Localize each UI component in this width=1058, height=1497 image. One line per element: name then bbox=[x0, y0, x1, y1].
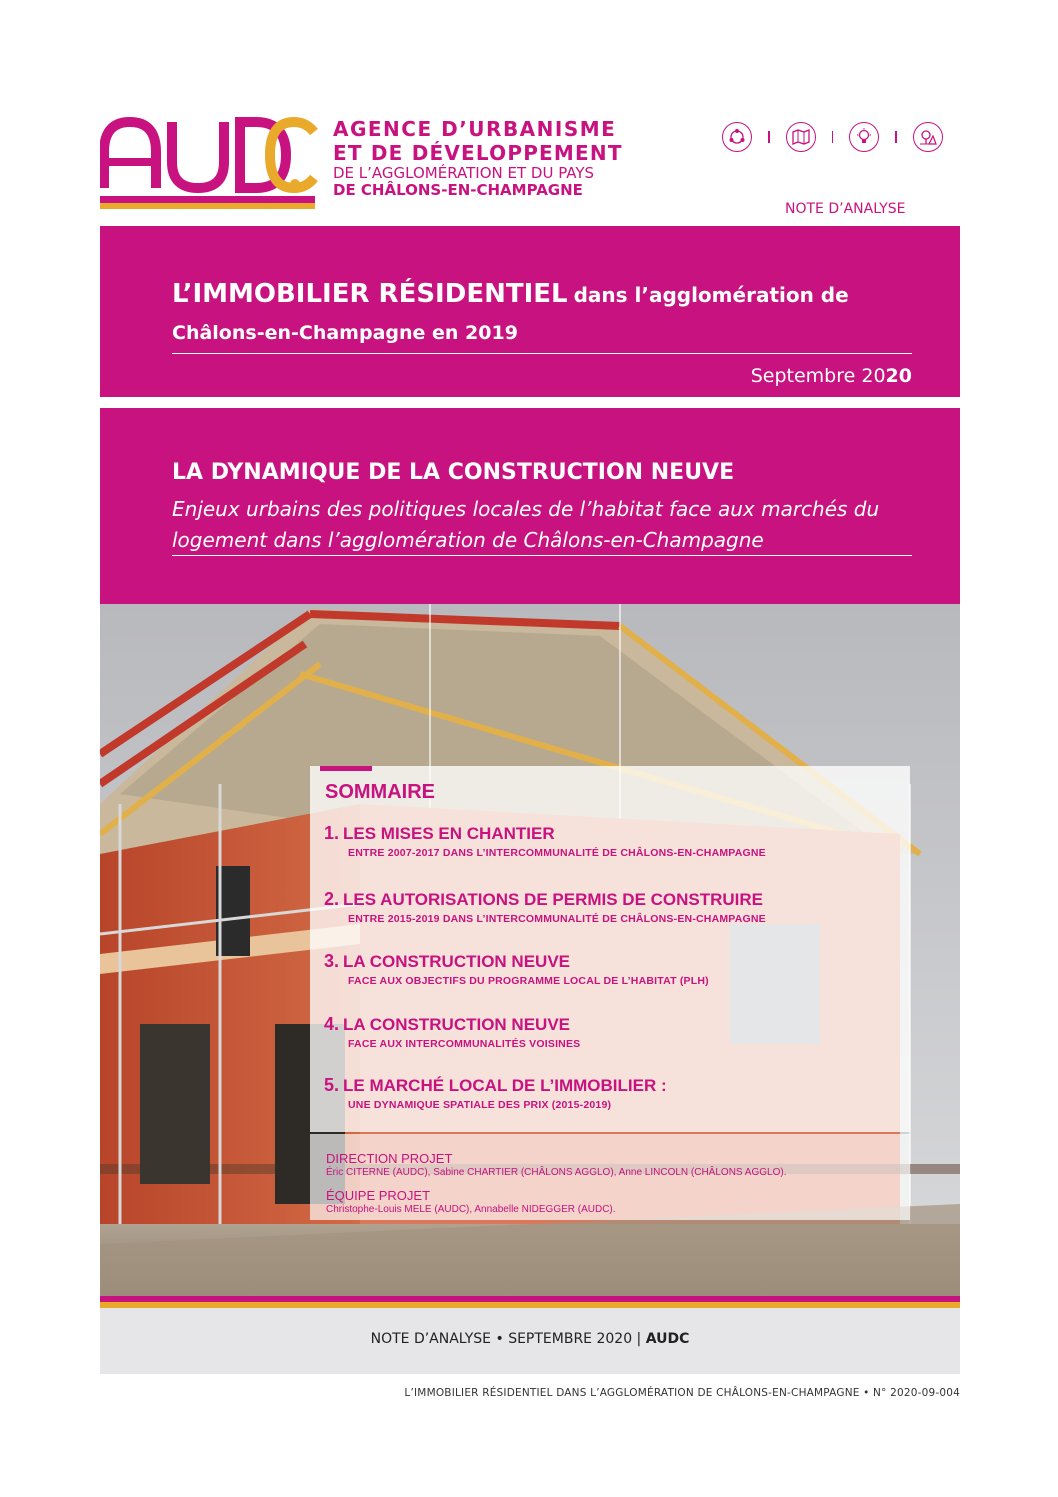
section-subheading: Enjeux urbains des politiques locales de l’habitat face aux marchés du logement dans l’agglomération de Châlons-en-Champagne bbox=[172, 497, 880, 552]
title-rest: dans l’agglomération de bbox=[573, 283, 849, 307]
map-icon bbox=[786, 122, 816, 152]
agency-line-1: AGENCE D’URBANISME bbox=[333, 117, 617, 141]
section-heading: LA DYNAMIQUE DE LA CONSTRUCTION NEUVE bbox=[172, 460, 735, 485]
direction-projet: DIRECTION PROJET Éric CITERNE (AUDC), Sabine CHARTIER (CHÂLONS AGGLO), Anne LINCOLN (CHÂLONS AGGLO). bbox=[326, 1151, 787, 1178]
sommaire-item: 3. LA CONSTRUCTION NEUVE FACE AUX OBJECTIFS DU PROGRAMME LOCAL DE L’HABITAT (PLH) bbox=[324, 951, 709, 987]
sommaire-accent bbox=[320, 766, 372, 771]
agency-line-3: DE L’AGGLOMÉRATION ET DU PAYS bbox=[333, 164, 595, 182]
agency-line-4: DE CHÂLONS-EN-CHAMPAGNE bbox=[333, 181, 583, 199]
subtitle-band bbox=[100, 408, 960, 604]
sommaire-item: 1. LES MISES EN CHANTIER ENTRE 2007-2017 DANS L’INTERCOMMUNALITÉ DE CHÂLONS-EN-CHAMPAGNE bbox=[324, 823, 766, 859]
sommaire-item: 4. LA CONSTRUCTION NEUVE FACE AUX INTERCOMMUNALITÉS VOISINES bbox=[324, 1014, 581, 1050]
sommaire-item: 5. LE MARCHÉ LOCAL DE L’IMMOBILIER : UNE DYNAMIQUE SPATIALE DES PRIX (2015-2019) bbox=[324, 1075, 667, 1111]
logo-c-letter bbox=[262, 112, 322, 202]
community-icon bbox=[722, 122, 752, 152]
publication-date: Septembre 2020 bbox=[750, 365, 912, 387]
subtitle-divider bbox=[172, 555, 912, 556]
icon-separator bbox=[832, 131, 834, 143]
title-line-2: Châlons-en-Champagne en 2019 bbox=[172, 322, 518, 344]
theme-icons bbox=[722, 120, 962, 154]
footer-note: NOTE D’ANALYSE • SEPTEMBRE 2020 | AUDC bbox=[370, 1331, 690, 1347]
nature-icon bbox=[913, 122, 943, 152]
sommaire-item: 2. LES AUTORISATIONS DE PERMIS DE CONSTRUIRE ENTRE 2015-2019 DANS L’INTERCOMMUNALITÉ DE CHÂLONS-EN-CHAMPAGNE bbox=[324, 889, 766, 925]
document-title bbox=[172, 279, 849, 309]
title-main: L’IMMOBILIER RÉSIDENTIEL bbox=[172, 279, 568, 309]
title-band bbox=[100, 226, 960, 397]
doc-type-label: NOTE D’ANALYSE bbox=[785, 201, 906, 217]
icon-separator bbox=[768, 131, 770, 143]
sommaire-title: SOMMAIRE bbox=[325, 781, 435, 803]
icon-separator bbox=[895, 131, 897, 143]
document-reference: L’IMMOBILIER RÉSIDENTIEL DANS L’AGGLOMÉRATION DE CHÂLONS-EN-CHAMPAGNE • N° 2020-09-004 bbox=[404, 1387, 960, 1399]
equipe-projet: ÉQUIPE PROJET Christophe-Louis MELE (AUDC), Annabelle NIDEGGER (AUDC). bbox=[326, 1188, 616, 1215]
agency-name bbox=[333, 117, 623, 199]
agency-line-2: ET DE DÉVELOPPEMENT bbox=[333, 141, 623, 165]
idea-icon bbox=[849, 122, 879, 152]
title-divider bbox=[172, 353, 912, 354]
